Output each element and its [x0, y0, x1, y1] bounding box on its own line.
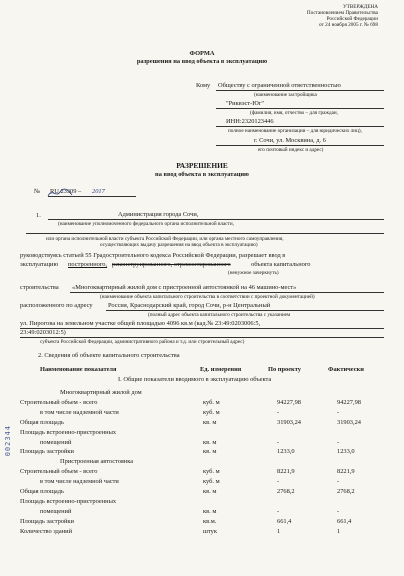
authority-underline-2	[26, 233, 384, 234]
table-cell-unit: кв.м.	[203, 517, 217, 525]
inn-value: ИНН:2320123446	[226, 118, 274, 125]
table-cell-name: Площадь застройки	[20, 448, 74, 456]
to-caption-1: (наименование застройщика	[254, 92, 317, 98]
header-name: Наименование показателя	[40, 366, 117, 373]
header-unit: Ед. измерения	[200, 366, 242, 373]
table-cell-unit: кв. м	[203, 488, 217, 495]
authority-underline	[48, 219, 384, 220]
table-cell-unit: куб. м	[203, 408, 220, 416]
inn-underline	[216, 126, 384, 127]
table-cell-name: Пристроенная автостоянка	[60, 458, 134, 466]
table-cell-fact: -	[337, 408, 340, 416]
permit-no-handwritten: 2017	[92, 188, 105, 195]
header-plan: По проекту	[268, 366, 301, 373]
to-caption-3: полное наименование организации – для юридических лиц),	[228, 128, 362, 134]
table-cell-name: Площадь застройки	[20, 517, 74, 525]
section1-caption-6: (полный адрес объекта капитального строительства с указанием	[148, 312, 291, 318]
section1-body-2a: эксплуатацию	[20, 261, 59, 268]
table-cell-name: в том числе надземной части	[40, 408, 119, 416]
section1-body-2d: объекта капитального	[251, 261, 311, 268]
table-cell-fact: 94227,98	[337, 398, 361, 406]
to-caption-2: (фамилия, имя, отчество – для граждан,	[250, 110, 338, 116]
table-cell-fact: -	[337, 438, 340, 446]
location-underline	[106, 310, 384, 311]
table-cell-unit: кв. м	[203, 448, 217, 456]
section1-caption-5: (наименование объекта капитального строительства в соответствии с проектной документацией)	[100, 294, 315, 300]
section1-body-2b: построенного,	[68, 261, 108, 268]
header-fact: Фактически	[328, 366, 364, 373]
table-cell-unit: кв. м	[203, 418, 217, 426]
table-cell-name: в том числе надземной части	[40, 478, 119, 486]
table-cell-fact: -	[337, 507, 340, 515]
location-label: расположенного по адресу	[20, 302, 93, 309]
table-cell-name: помещений	[40, 507, 72, 515]
permit-no-value: RU 23309 –	[50, 188, 82, 195]
table-cell-unit: куб. м	[203, 468, 220, 476]
section1-caption-1: (наименование уполномоченного федерального органа исполнительной власти,	[58, 221, 234, 227]
approval-line-4: от 24 ноября 2005 г. № 698	[319, 22, 378, 28]
table-cell-plan: 31903,24	[277, 418, 301, 426]
serial-stamp: 002344	[4, 425, 12, 457]
form-subtitle: разрешения на ввод объекта в эксплуатацию	[136, 58, 268, 65]
table-cell-plan: 94227,98	[277, 398, 301, 406]
table-cell-unit: штук	[203, 527, 217, 535]
table-cell-plan: -	[277, 478, 280, 486]
signature-mark	[46, 186, 74, 200]
to-label: Кому	[196, 82, 211, 89]
address-line-2: 23:49:0203012:5)	[20, 329, 66, 336]
build-value: «Многоквартирный жилой дом с пристроенной автостоянкой на 46 машино-мест»	[72, 284, 297, 291]
developer-name: "Риквэст-Юг"	[226, 100, 265, 107]
table-cell-plan: -	[277, 408, 280, 416]
permit-no-label: №	[34, 188, 41, 195]
to-value: Обществу с ограниченной ответственностью	[218, 82, 341, 89]
table-cell-name: Площадь встроенно-пристроенных	[20, 497, 117, 505]
table-cell-name: Строительный объем - всего	[20, 468, 98, 476]
table-cell-name: Многоквартирный жилой дом	[60, 389, 142, 396]
section2-title: 2. Сведения об объекте капитального строительства	[38, 352, 180, 359]
section1-number: 1.	[36, 212, 41, 219]
table-cell-fact: 1233,0	[337, 448, 355, 456]
table-cell-unit: кв. м	[203, 438, 217, 446]
developer-underline	[216, 108, 384, 109]
table-cell-name: помещений	[40, 438, 72, 446]
table-cell-plan: 8221,9	[277, 468, 295, 476]
approval-line-1: УТВЕРЖДЕНА	[342, 4, 378, 10]
address-line-1-underline	[20, 328, 384, 329]
table-cell-name: Строительный объем - всего	[20, 398, 98, 406]
to-address: г. Сочи, ул. Москвина, д. 6	[254, 137, 326, 144]
permit-title: РАЗРЕШЕНИЕ	[176, 161, 228, 170]
group-1-title: I. Общие показатели вводимого в эксплуатацию объекта	[118, 376, 272, 383]
table-cell-fact: 1	[337, 527, 341, 535]
table-cell-fact: 661,4	[337, 517, 352, 525]
section1-caption-4: (ненужное зачеркнуть)	[228, 270, 279, 276]
build-underline	[70, 292, 384, 293]
table-cell-name: Общая площадь	[20, 488, 64, 495]
location-value: Россия, Краснодарский край, город Сочи, р-н Центральный	[108, 302, 271, 309]
table-cell-name: Площадь встроенно-пристроенных	[20, 428, 117, 436]
table-cell-fact: 31903,24	[337, 418, 361, 426]
to-underline	[216, 90, 384, 91]
table-cell-name: Количество зданий	[20, 527, 73, 535]
table-cell-fact: 2768,2	[337, 488, 355, 495]
table-cell-unit: куб. м	[203, 398, 220, 406]
table-cell-unit: кв. м	[203, 507, 217, 515]
table-cell-plan: -	[277, 438, 280, 446]
approval-line-3: Российской Федерации	[326, 16, 378, 22]
address-underline	[216, 145, 384, 146]
table-cell-plan: 1233,0	[277, 448, 295, 456]
table-cell-fact: 8221,9	[337, 468, 355, 476]
table-cell-plan: -	[277, 507, 280, 515]
section1-body-1: руководствуясь статьей 55 Градостроительного кодекса Российской Федерации, разрешает ввод в	[20, 252, 286, 259]
section1-caption-3: осуществляющих выдачу разрешения на ввод объекта в эксплуатацию)	[100, 242, 258, 248]
address-line-2-underline	[20, 337, 384, 338]
section1-body-2c: реконструированного, отремонтированного	[112, 261, 231, 268]
authority-name: Администрация города Сочи,	[118, 211, 199, 218]
section1-caption-7: субъекта Российской Федерации, административного района и т.д. или строительный адрес)	[40, 339, 245, 345]
table-cell-name: Общая площадь	[20, 418, 64, 426]
to-caption-4: его почтовый индекс и адрес)	[258, 147, 324, 153]
table-cell-plan: 661,4	[277, 517, 292, 525]
table-cell-plan: 1	[277, 527, 281, 535]
table-cell-unit: куб. м	[203, 478, 220, 486]
permit-subtitle: на ввод объекта в эксплуатацию	[155, 171, 249, 178]
address-line-1: ул. Пирогова на земельном участке общей площадью 4096 кв.м (кад.№ 23:49:0203006:5,	[20, 320, 261, 327]
section1-caption-2: или органа исполнительной власти субъекта Российской Федерации, или органа местного самоуправления,	[46, 236, 284, 242]
table-cell-plan: 2768,2	[277, 488, 295, 495]
table-cell-fact: -	[337, 478, 340, 486]
form-title: ФОРМА	[189, 50, 215, 57]
build-label: строительства	[20, 284, 59, 291]
approval-line-2: Постановлением Правительства	[306, 10, 378, 16]
